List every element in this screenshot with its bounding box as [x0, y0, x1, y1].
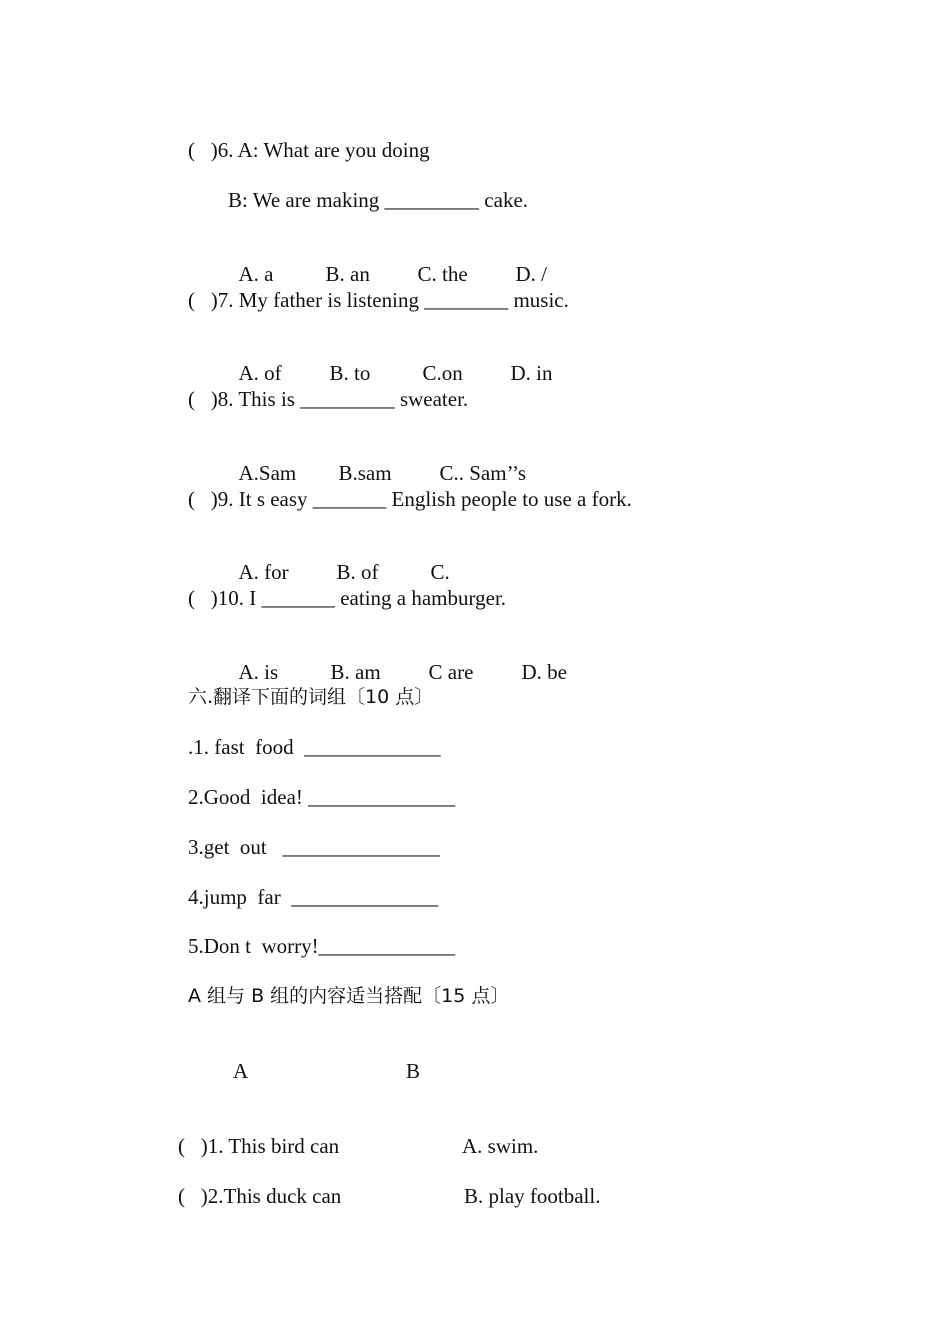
question-6-line2: B: We are making _________ cake.	[228, 188, 529, 212]
question-8-options	[228, 437, 526, 485]
translation-item: .1. fast food _____________	[188, 735, 441, 759]
match-item-b: A. swim.	[462, 1134, 539, 1158]
option: B.sam	[338, 461, 392, 485]
section-6-heading: 六.翻译下面的词组〔10 点〕	[188, 686, 434, 708]
question-8-stem: ( )8. This is _________ sweater.	[188, 387, 469, 411]
question-7-options	[228, 337, 553, 385]
question-6-options	[228, 238, 547, 286]
section-7-heading: A 组与 B 组的内容适当搭配〔15 点〕	[188, 985, 510, 1007]
option: C.on	[422, 361, 463, 385]
option: A.Sam	[238, 461, 297, 485]
option: B. am	[330, 660, 381, 684]
question-6-stem: ( )6. A: What are you doing	[188, 138, 430, 162]
column-b-label: B	[406, 1059, 421, 1083]
option: B. to	[329, 361, 371, 385]
option: B. an	[325, 262, 370, 286]
option: A. for	[238, 560, 289, 584]
column-a-label: A	[233, 1059, 249, 1083]
question-9-options	[228, 536, 450, 584]
option: D. be	[521, 660, 567, 684]
option: C.. Sam’’s	[439, 461, 527, 485]
option: B. of	[336, 560, 379, 584]
option: A. is	[238, 660, 279, 684]
question-9-stem: ( )9. It s easy _______ English people to use a fork.	[188, 487, 632, 511]
option: D. /	[515, 262, 547, 286]
translation-item: 2.Good idea! ______________	[188, 785, 456, 809]
option: D. in	[510, 361, 553, 385]
question-10-stem: ( )10. I _______ eating a hamburger.	[188, 586, 507, 610]
translation-item: 4.jump far ______________	[188, 885, 439, 909]
match-item-a: ( )2.This duck can	[178, 1184, 342, 1208]
question-10-options	[228, 636, 567, 684]
option: C.	[430, 560, 450, 584]
option: A. a	[238, 262, 274, 286]
translation-item: 5.Don t worry!_____________	[188, 934, 456, 958]
option: A. of	[238, 361, 282, 385]
question-7-stem: ( )7. My father is listening ________ music.	[188, 288, 569, 312]
translation-item: 3.get out _______________	[188, 835, 440, 859]
match-item-b: B. play football.	[464, 1184, 601, 1208]
match-item-a: ( )1. This bird can	[178, 1134, 340, 1158]
option: C are	[428, 660, 474, 684]
option: C. the	[417, 262, 468, 286]
